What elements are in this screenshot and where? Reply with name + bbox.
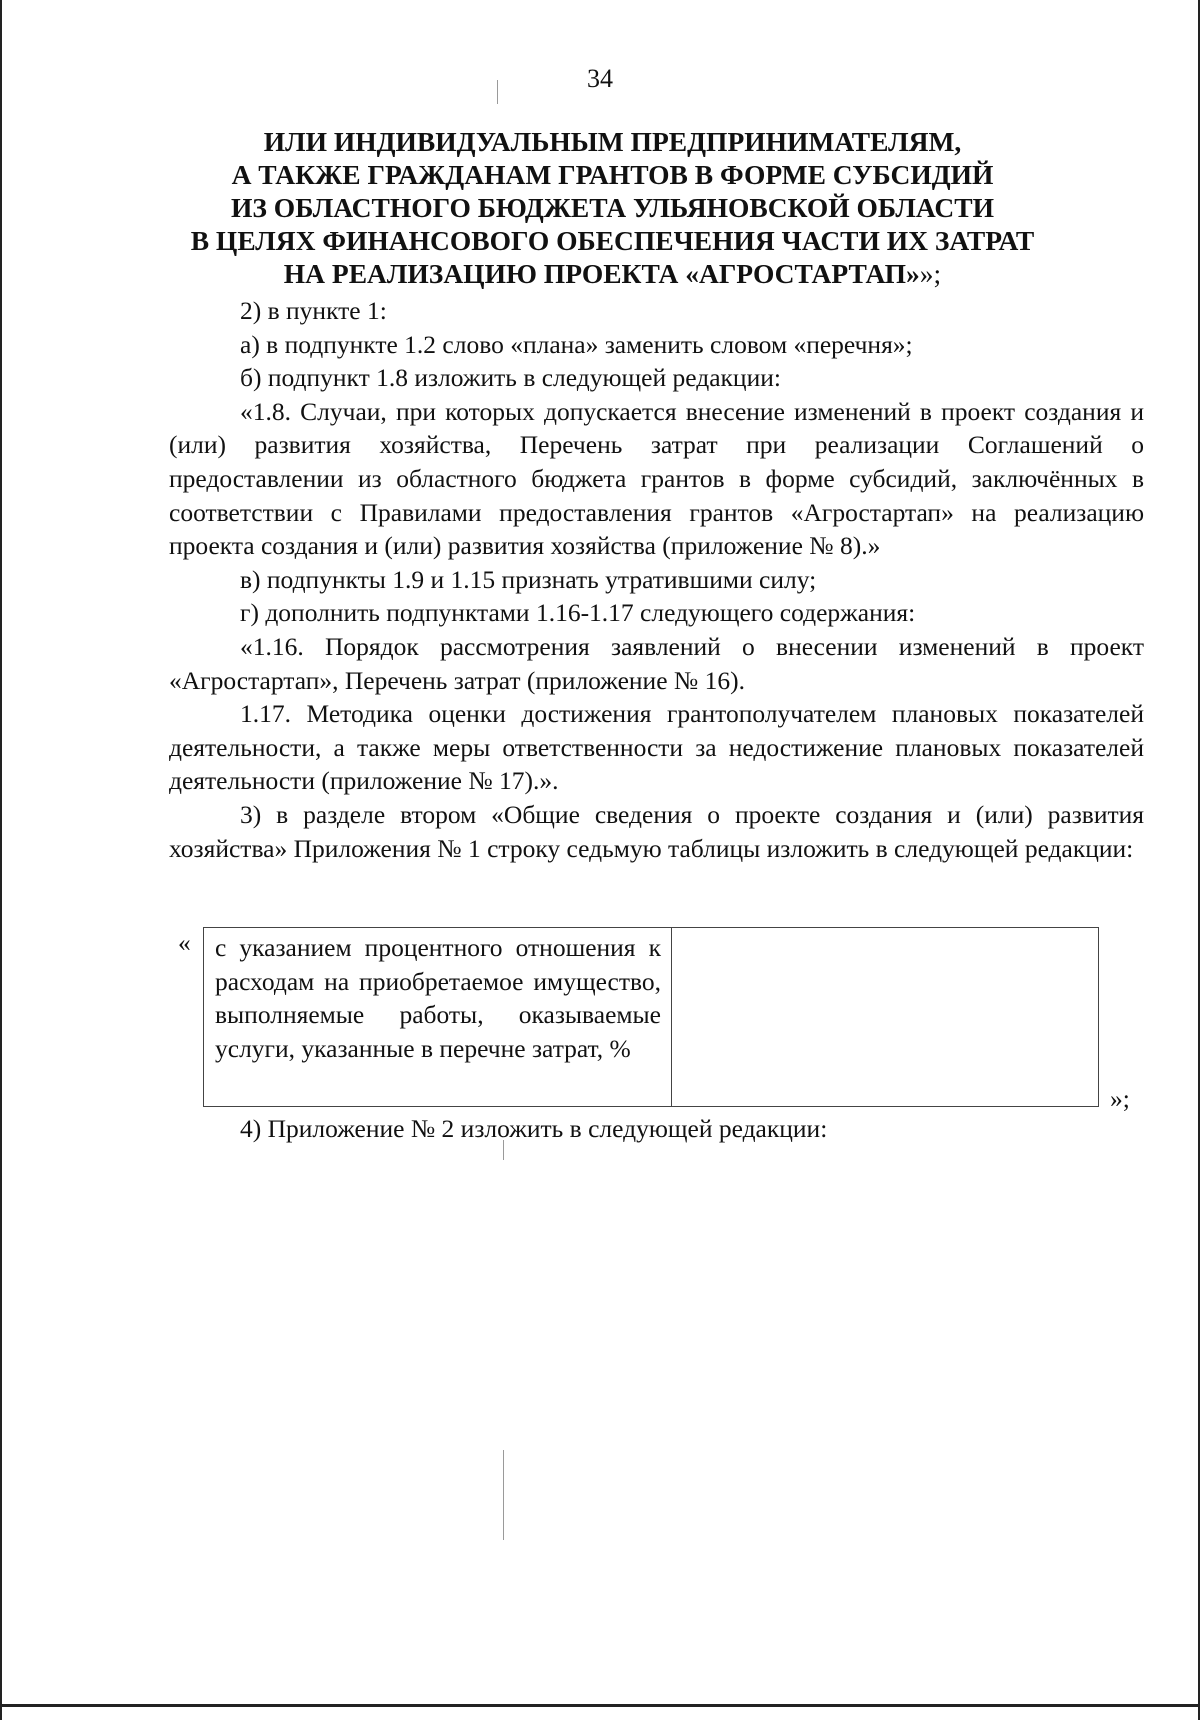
table-cell-value xyxy=(672,928,1099,1107)
heading-line: А ТАКЖЕ ГРАЖДАНАМ ГРАНТОВ В ФОРМЕ СУБСИДИЙ xyxy=(231,159,994,190)
paragraph-quote-1-17: 1.17. Методика оценки достижения грантополучателем плановых показателей деятельности, а также меры ответственности за недостижение плановых показателей деятельности (приложение № 17).». xyxy=(169,699,1144,796)
heading-line-last xyxy=(160,257,1065,290)
scan-artifact-mark xyxy=(503,1450,504,1540)
amendments-body xyxy=(169,294,1144,865)
table-row xyxy=(204,928,1099,1107)
paragraph-subitem-b: б) подпункт 1.8 изложить в следующей редакции: xyxy=(240,363,781,393)
document-heading xyxy=(160,125,1065,290)
paragraph-quote-1-8: «1.8. Случаи, при которых допускается внесение изменений в проект создания и (или) развития хозяйства, Перечень затрат при реализации Соглашений о предоставлении из областного бюджета грантов в форме субсидий, заключённых в соответствии с Правилами предоставления грантов «Агростартап» на реализацию проекта создания и (или) развития хозяйства (приложение № 8).» xyxy=(169,396,1144,561)
paragraph-subitem-a: а) в подпункте 1.2 слово «плана» заменить словом «перечня»; xyxy=(240,329,913,359)
table-open-quote: « xyxy=(178,928,191,957)
scan-bottom-edge xyxy=(0,1704,1200,1707)
heading-line-text: НА РЕАЛИЗАЦИЮ ПРОЕКТА «АГРОСТАРТАП» xyxy=(283,258,920,289)
paragraph-item-3: 3) в разделе втором «Общие сведения о проекте создания и (или) развития хозяйства» Приложения № 1 строку седьмую таблицы изложить в следующей редакции: xyxy=(169,799,1144,863)
paragraph-subitem-v: в) подпункты 1.9 и 1.15 признать утратившими силу; xyxy=(240,564,817,594)
heading-line: В ЦЕЛЯХ ФИНАНСОВОГО ОБЕСПЕЧЕНИЯ ЧАСТИ ИХ ЗАТРАТ xyxy=(190,225,1035,256)
table-close-quote: »; xyxy=(1110,1084,1130,1113)
page-number: 34 xyxy=(587,64,613,93)
heading-trailing-quote: »; xyxy=(919,258,942,289)
heading-line: ИЗ ОБЛАСТНОГО БЮДЖЕТА УЛЬЯНОВСКОЙ ОБЛАСТИ xyxy=(231,192,994,223)
table-cell-description: с указанием процентного отношения к расходам на приобретаемое имущество, выполняемые работы, оказываемые услуги, указанные в перечне затрат, % xyxy=(204,928,672,1107)
amended-table-row xyxy=(203,927,1099,1107)
final-body xyxy=(169,1112,1144,1146)
scan-left-edge xyxy=(0,0,2,1720)
paragraph-item-4: 4) Приложение № 2 изложить в следующей редакции: xyxy=(240,1114,828,1143)
paragraph-quote-1-16: «1.16. Порядок рассмотрения заявлений о внесении изменений в проект «Агростартап», Перечень затрат (приложение № 16). xyxy=(169,631,1144,695)
heading-line: ИЛИ ИНДИВИДУАЛЬНЫМ ПРЕДПРИНИМАТЕЛЯМ, xyxy=(263,126,962,157)
paragraph-item-2: 2) в пункте 1: xyxy=(240,296,387,325)
paragraph-subitem-g: г) дополнить подпунктами 1.16-1.17 следующего содержания: xyxy=(240,598,916,628)
